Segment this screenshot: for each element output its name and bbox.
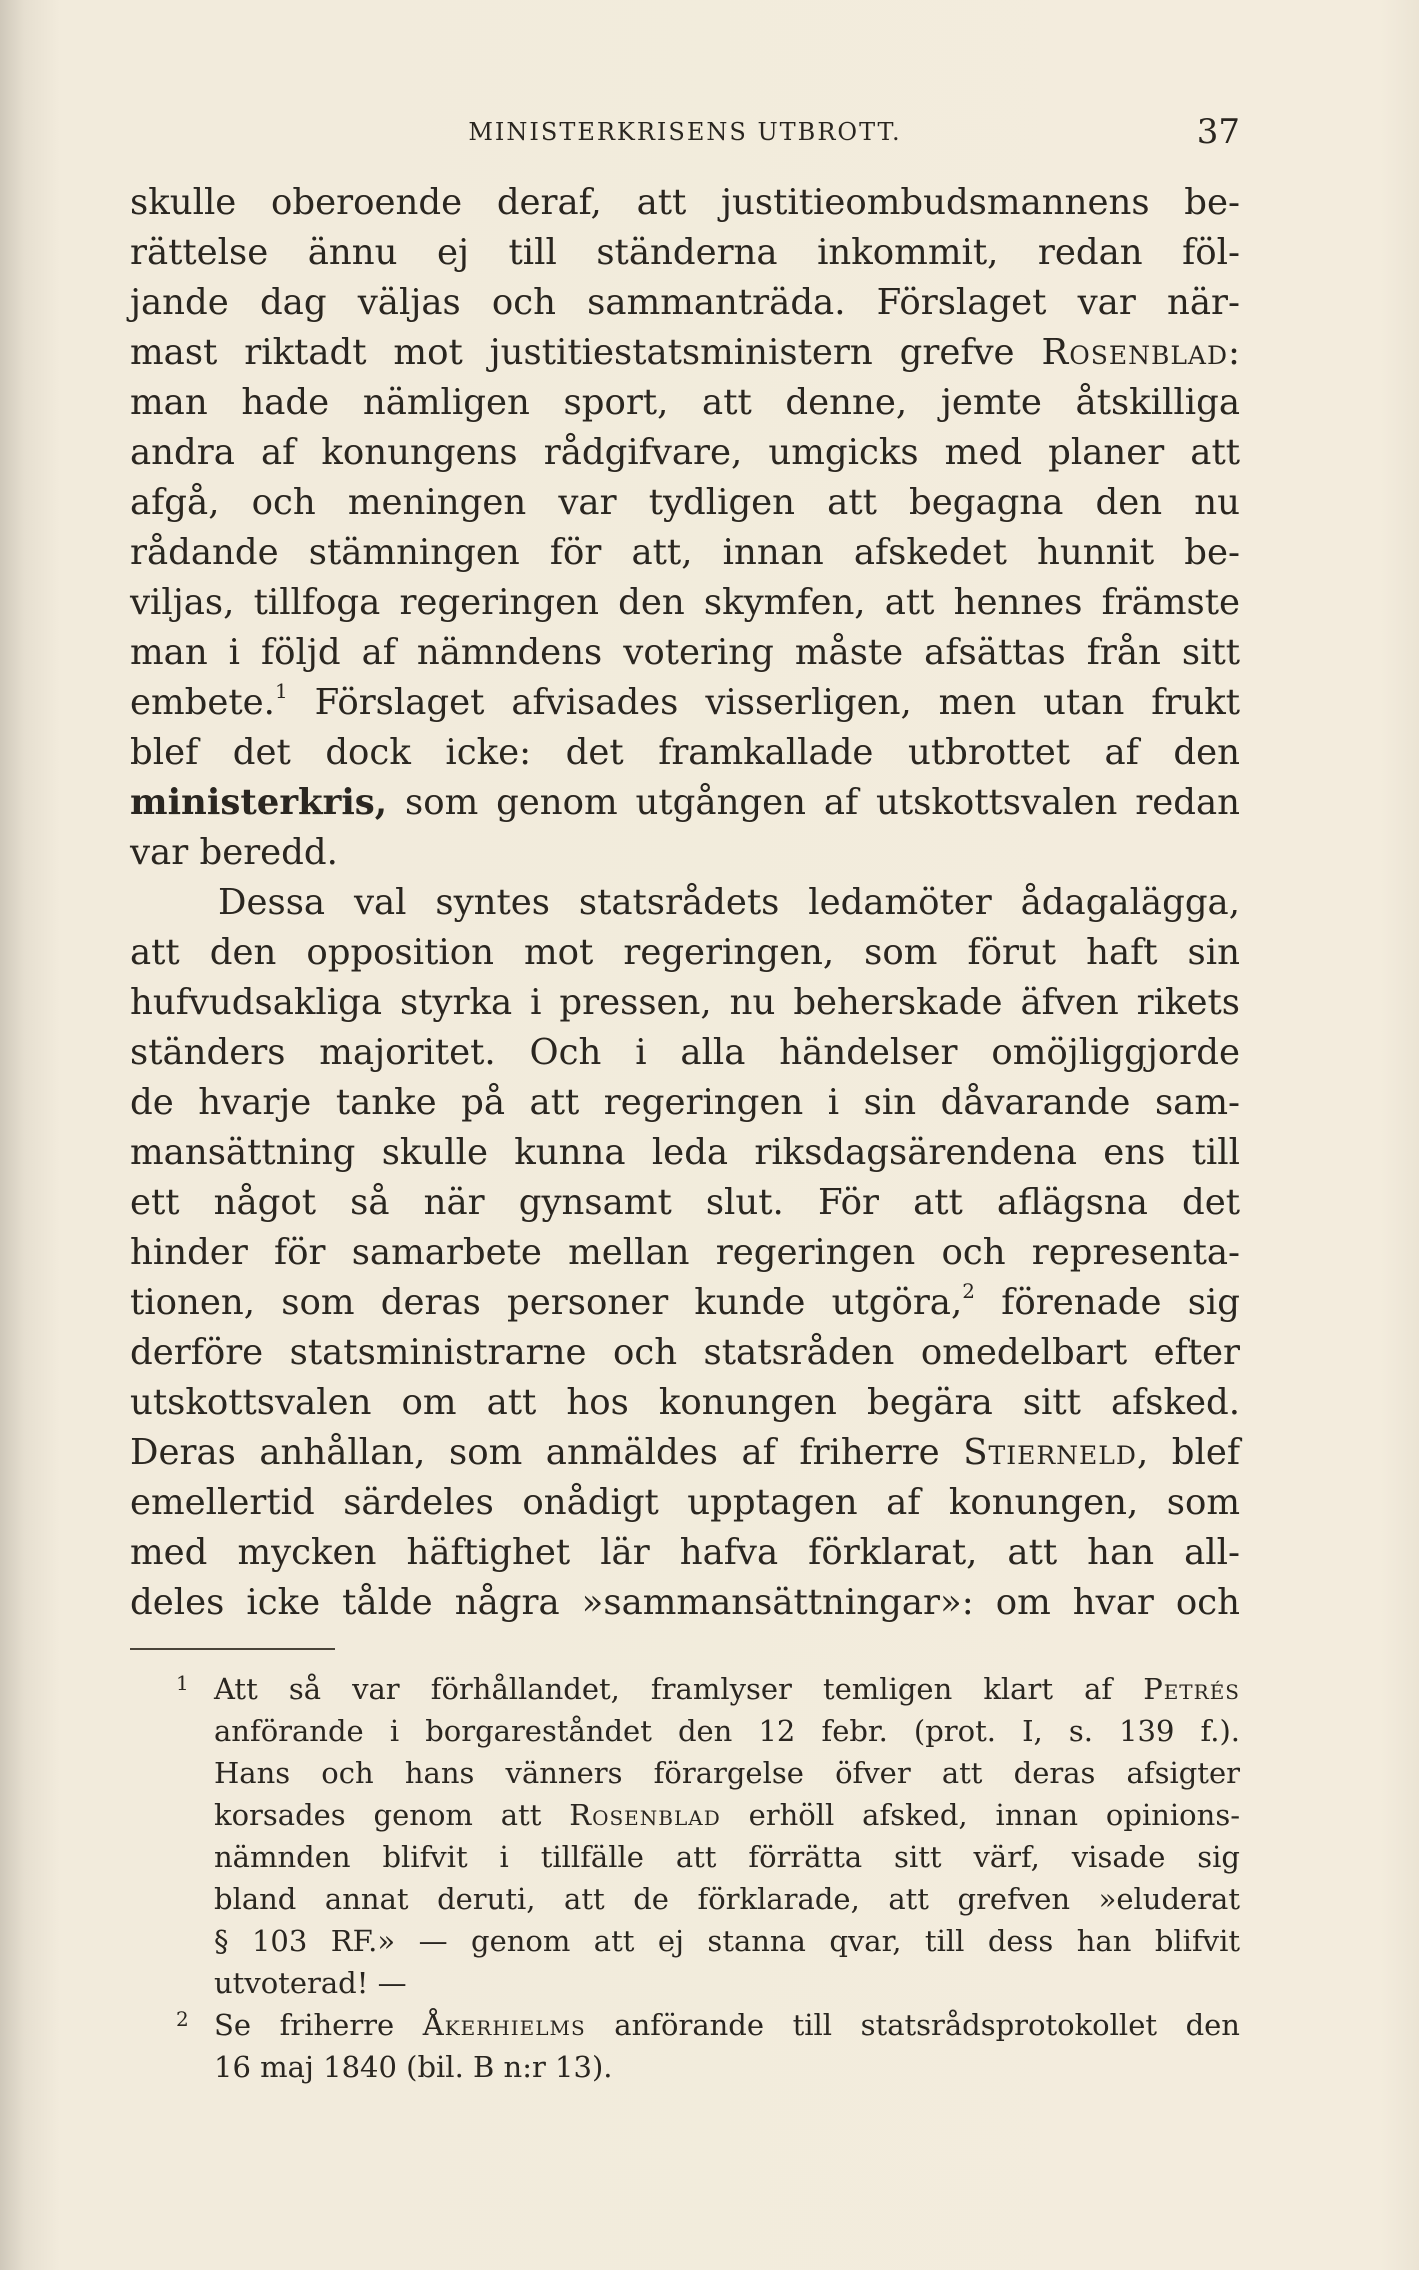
footnote-line [130, 1794, 1240, 1836]
text-line: hufvudsakliga styrka i pressen, nu beherskade äfven rikets [130, 982, 1240, 1023]
text-line: rättelse ännu ej till ständerna inkommit, redan föl- [130, 232, 1240, 273]
text-line: man hade nämligen sport, att denne, jemte åtskilliga [130, 382, 1240, 423]
text-segment: korsades genom att [214, 1798, 570, 1832]
text-line: att den opposition mot regeringen, som förut haft sin [130, 932, 1240, 973]
footnote-line: anförande i borgareståndet den 12 febr. (prot. I, s. 139 f.). [214, 1714, 1240, 1748]
text-line: var beredd. [130, 832, 338, 873]
running-head [130, 112, 1240, 152]
text-line: skulle oberoende deraf, att justitieombudsmannens be- [130, 182, 1240, 223]
footnote-2 [130, 2004, 1240, 2088]
text-line [130, 1428, 1240, 1478]
paragraph-start: Dessa val syntes statsrådets ledamöter ådagalägga, [218, 882, 1240, 923]
text-line: blef det dock icke: det framkallade utbrottet af den [130, 732, 1240, 773]
text-segment: förenade sig [975, 1282, 1241, 1323]
person-name: Rosenblad [569, 1798, 721, 1832]
text-line [130, 1278, 1240, 1328]
footnote-line: 16 maj 1840 (bil. B n:r 13). [214, 2050, 613, 2084]
footnote-line: Hans och hans vänners förargelse öfver att deras afsigter [214, 1756, 1240, 1790]
footnotes [130, 1668, 1240, 2088]
text-segment: , blef [1136, 1432, 1240, 1473]
text-segment: Att så var förhållandet, framlyser temligen klart af [214, 1672, 1144, 1706]
person-name: Stierneld [963, 1432, 1137, 1473]
text-segment: erhöll afsked, innan opinions- [720, 1798, 1240, 1832]
text-line: viljas, tillfoga regeringen den skymfen, att hennes främste [130, 582, 1240, 623]
text-segment: Deras anhållan, som anmäldes af friherre [130, 1432, 964, 1473]
text-line [130, 778, 1240, 828]
text-line: med mycken häftighet lär hafva förklarat, att han all- [130, 1532, 1240, 1573]
running-title: MINISTERKRISENS UTBROTT. [468, 118, 902, 146]
text-segment: som genom utgången af utskottsvalen redan [387, 782, 1240, 823]
footnote-ref: 1 [274, 679, 288, 703]
text-line: andra af konungens rådgifvare, umgicks med planer att [130, 432, 1240, 473]
person-name: Åkerhielms [422, 2008, 586, 2042]
person-name: Petrés [1143, 1672, 1240, 1706]
text-segment: embete. [130, 682, 275, 723]
text-segment: mast riktadt mot justitiestatsministern grefve [130, 332, 1042, 373]
body-text [130, 178, 1240, 1628]
footnote-mark: 2 [176, 2007, 189, 2031]
person-name: Rosenblad [1041, 332, 1229, 373]
text-line [130, 678, 1240, 728]
text-line: mansättning skulle kunna leda riksdagsärendena ens till [130, 1132, 1240, 1173]
footnote-line: § 103 RF.» — genom att ej stanna qvar, till dess han blifvit [214, 1924, 1240, 1958]
text-line: rådande stämningen för att, innan afskedet hunnit be- [130, 532, 1240, 573]
text-line: man i följd af nämndens votering måste afsättas från sitt [130, 632, 1240, 673]
footnote-ref: 2 [962, 1279, 975, 1303]
text-line: de hvarje tanke på att regeringen i sin dåvarande sam- [130, 1082, 1240, 1123]
text-line: deles icke tålde några »sammansättningar»: om hvar och [130, 1582, 1240, 1623]
text-segment: anförande till statsrådsprotokollet den [585, 2008, 1240, 2042]
text-segment: : [1228, 332, 1240, 373]
footnote-mark: 1 [176, 1671, 189, 1695]
text-line: ett något så när gynsamt slut. För att aflägsna det [130, 1182, 1240, 1223]
page-number: 37 [1196, 112, 1240, 152]
footnote-1 [130, 1668, 1240, 2004]
text-segment: Se friherre [214, 2008, 423, 2042]
text-line: derföre statsministrarne och statsråden omedelbart efter [130, 1332, 1240, 1373]
text-line [130, 328, 1240, 378]
text-segment: Förslaget afvisades visserligen, men utan frukt [287, 682, 1240, 723]
text-line: utskottsvalen om att hos konungen begära sitt afsked. [130, 1382, 1240, 1423]
footnote-line: bland annat deruti, att de förklarade, att grefven »eluderat [214, 1882, 1240, 1916]
text-line: afgå, och meningen var tydligen att begagna den nu [130, 482, 1240, 523]
footnote-line [130, 2004, 1240, 2046]
emphasis-term: ministerkris, [130, 782, 388, 823]
text-line: ständers majoritet. Och i alla händelser omöjliggjorde [130, 1032, 1240, 1073]
footnote-line [130, 1668, 1240, 1710]
footnote-line: utvoterad! — [214, 1966, 407, 2000]
text-line: emellertid särdeles onådigt upptagen af konungen, som [130, 1482, 1240, 1523]
text-line: jande dag väljas och sammanträda. Förslaget var när- [130, 282, 1240, 323]
text-segment: tionen, som deras personer kunde utgöra, [130, 1282, 963, 1323]
footnote-divider [130, 1648, 335, 1650]
footnote-line: nämnden blifvit i tillfälle att förrätta sitt värf, visade sig [214, 1840, 1240, 1874]
text-line: hinder för samarbete mellan regeringen och representa- [130, 1232, 1240, 1273]
